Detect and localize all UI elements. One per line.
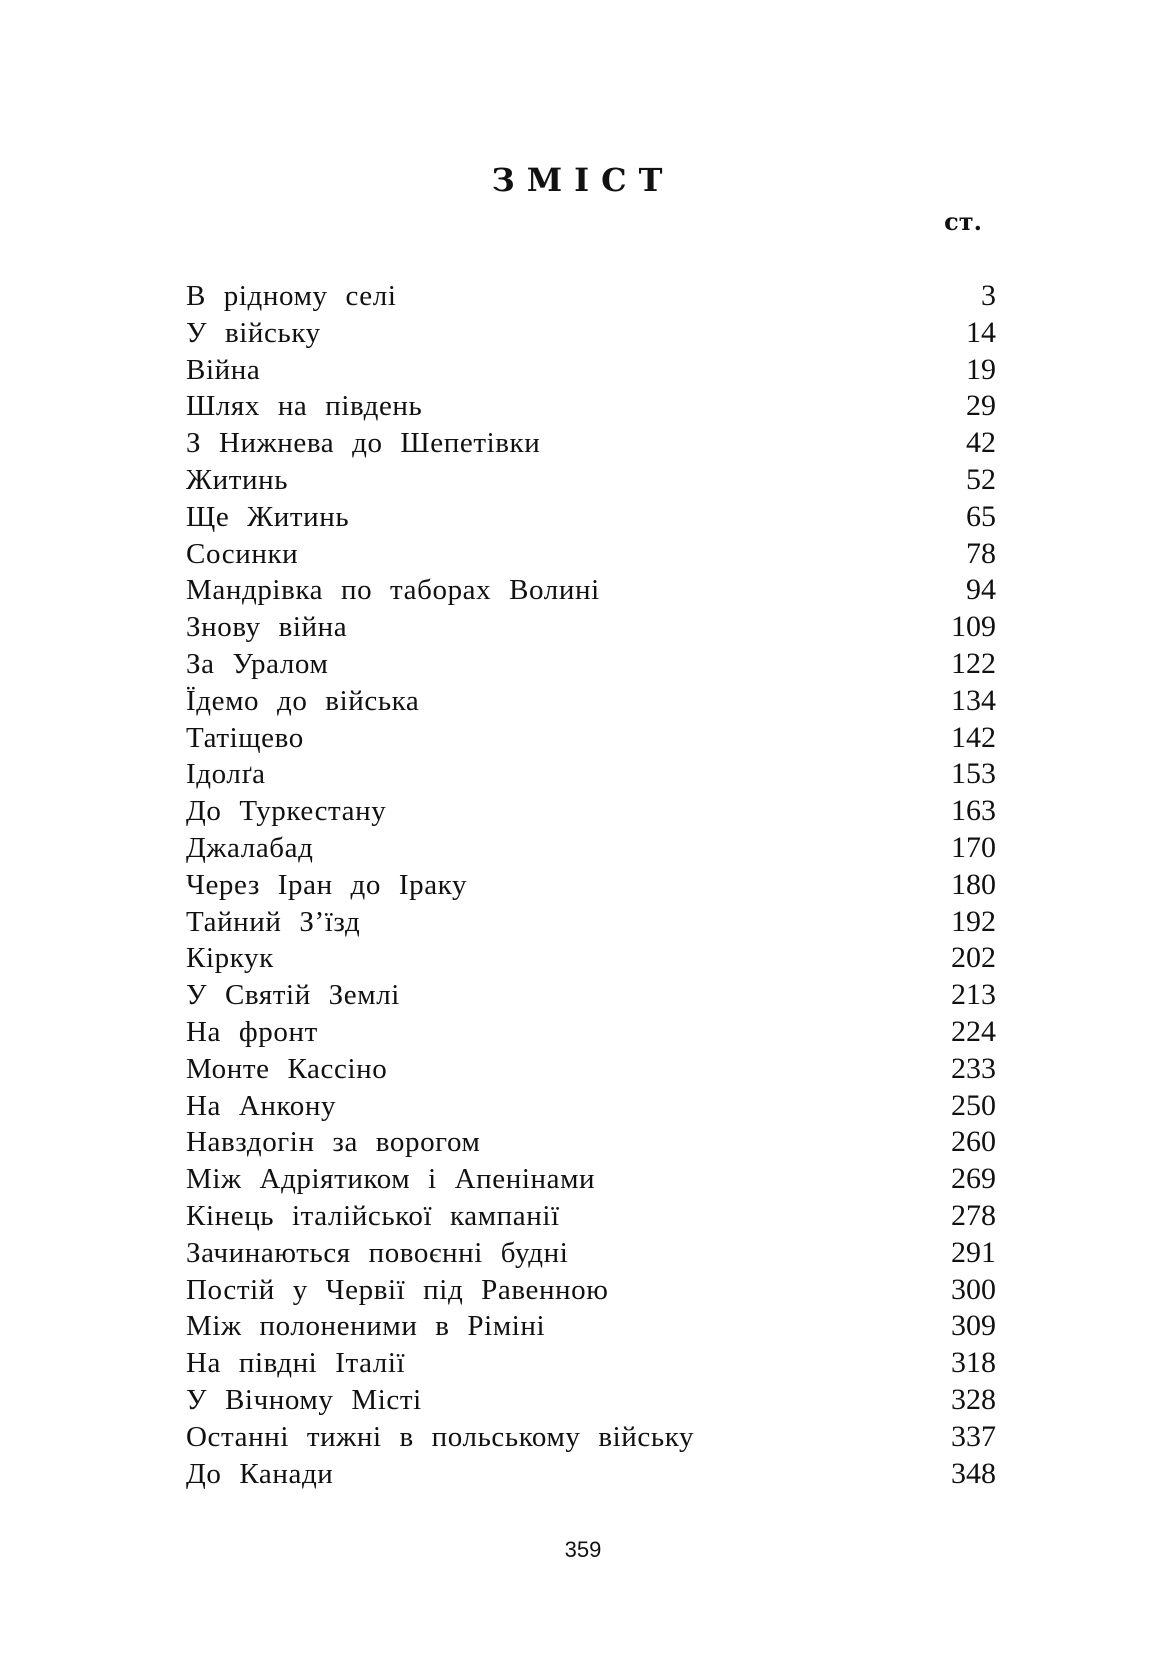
toc-entry-title: Постій у Червії під Равенною (186, 1273, 609, 1306)
toc-entry-page: 42 (966, 426, 996, 460)
toc-entry-title: У Вічному Місті (186, 1383, 422, 1416)
toc-entry-page: 224 (951, 1014, 996, 1048)
toc-entry-page: 78 (966, 536, 996, 570)
toc-entry-title: Між полоненими в Ріміні (186, 1310, 546, 1343)
toc-entry-title: У війську (186, 316, 321, 349)
toc-entry-title: Останні тижні в польському війську (186, 1420, 695, 1453)
toc-entry-title: Житинь (186, 463, 289, 496)
toc-entry (186, 1308, 996, 1345)
toc-entry-page: 65 (966, 499, 996, 533)
toc-entry (186, 609, 996, 646)
toc-entry-page: 163 (951, 794, 996, 828)
toc-entry-title: Між Адріятиком і Апенінами (186, 1163, 596, 1196)
toc-entry-title: Тайний З’їзд (186, 905, 361, 938)
toc-entry (186, 904, 996, 941)
toc-entry (186, 315, 996, 352)
toc-entry (186, 940, 996, 977)
toc-entry (186, 388, 996, 425)
page-title: ЗМІСТ (491, 161, 675, 199)
toc-entry-title: За Уралом (186, 647, 329, 680)
toc-entry-title: У Святій Землі (186, 979, 400, 1012)
toc-entry-title: На фронт (186, 1015, 318, 1048)
toc-entry-title: На півдні Італії (186, 1347, 406, 1380)
toc-entry-page: 269 (951, 1162, 996, 1196)
toc-entry-page: 3 (981, 279, 996, 312)
toc-entry-page: 278 (951, 1198, 996, 1232)
toc-entry (186, 278, 996, 315)
toc-entry-page: 142 (951, 720, 996, 754)
toc-entry-title: Джалабад (186, 831, 314, 864)
toc-entry-page: 260 (951, 1125, 996, 1159)
toc-entry-page: 94 (966, 573, 996, 607)
toc-entry-page: 337 (951, 1419, 996, 1453)
toc-entry-page: 19 (966, 352, 996, 386)
toc-entry (186, 352, 996, 389)
toc-entry (186, 1382, 996, 1419)
toc-entry-title: Зачинаються повоєнні будні (186, 1236, 569, 1269)
toc-entry (186, 720, 996, 757)
toc-entry-page: 291 (951, 1235, 996, 1269)
toc-entry-title: Шлях на південь (186, 390, 423, 423)
toc-entry (186, 425, 996, 462)
toc-entry-page: 52 (966, 462, 996, 496)
toc-entry-page: 180 (951, 867, 996, 901)
toc-entry (186, 499, 996, 536)
toc-entry-page: 233 (951, 1051, 996, 1085)
page-column-label: ст. (944, 207, 982, 236)
toc-entry-title: Їдемо до війська (186, 684, 420, 717)
toc-entry (186, 572, 996, 609)
toc-entry-title: Кінець італійської кампанії (186, 1199, 560, 1232)
toc-entry (186, 462, 996, 499)
toc-entry (186, 646, 996, 683)
toc-entry-title: Сосинки (186, 537, 299, 570)
toc-entry-page: 213 (951, 978, 996, 1012)
toc-entry-page: 170 (951, 830, 996, 864)
toc-entry-title: Через Іран до Іраку (186, 868, 468, 901)
toc-entry (186, 1345, 996, 1382)
toc-entry-title: Кіркук (186, 942, 274, 975)
toc-entry (186, 683, 996, 720)
toc-entry-page: 318 (951, 1346, 996, 1380)
toc-entry (186, 1272, 996, 1309)
toc-entry (186, 536, 996, 573)
toc-entry-page: 309 (951, 1309, 996, 1343)
toc-entry-page: 348 (951, 1456, 996, 1490)
toc-entry-page: 202 (951, 941, 996, 975)
toc-entry-page: 153 (951, 757, 996, 791)
toc-entry-page: 192 (951, 904, 996, 938)
toc-entry (186, 830, 996, 867)
toc-entry-title: Монте Кассіно (186, 1052, 388, 1085)
toc-entry (186, 1235, 996, 1272)
toc-entry-title: Знову війна (186, 611, 348, 644)
toc-entry (186, 1014, 996, 1051)
toc-entry (186, 1419, 996, 1456)
toc-entry (186, 977, 996, 1014)
toc-entry-title: З Нижнева до Шепетівки (186, 427, 541, 460)
toc-entry-title: Татіщево (186, 721, 304, 754)
toc-entry-page: 134 (951, 683, 996, 717)
toc-entry (186, 1088, 996, 1125)
page-number: 359 (564, 1537, 602, 1562)
toc-entry-page: 14 (966, 315, 996, 349)
toc-entry-page: 300 (951, 1272, 996, 1306)
toc-entry (186, 1051, 996, 1088)
toc-entry-page: 122 (951, 646, 996, 680)
toc-entry-page: 250 (951, 1088, 996, 1122)
toc-entry-title: В рідному селі (186, 280, 397, 312)
toc-entry (186, 867, 996, 904)
toc-entry-title: На Анкону (186, 1089, 337, 1122)
toc-entry (186, 1124, 996, 1161)
toc-entry (186, 756, 996, 793)
toc-entry-title: До Туркестану (186, 795, 387, 828)
toc-entry (186, 1161, 996, 1198)
toc-entry-page: 29 (966, 389, 996, 423)
toc-entry-title: Ідолґа (186, 758, 266, 791)
table-of-contents (186, 278, 996, 1492)
toc-entry-title: Ще Житинь (186, 500, 350, 533)
toc-entry-title: До Канади (186, 1457, 334, 1490)
toc-entry-title: Мандрівка по таборах Волині (186, 574, 600, 607)
toc-entry (186, 1198, 996, 1235)
toc-entry-title: Війна (186, 353, 261, 386)
toc-entry-title: Навздогін за ворогом (186, 1126, 481, 1159)
toc-entry (186, 793, 996, 830)
toc-entry (186, 1456, 996, 1493)
toc-entry-page: 328 (951, 1382, 996, 1416)
toc-entry-page: 109 (951, 610, 996, 644)
